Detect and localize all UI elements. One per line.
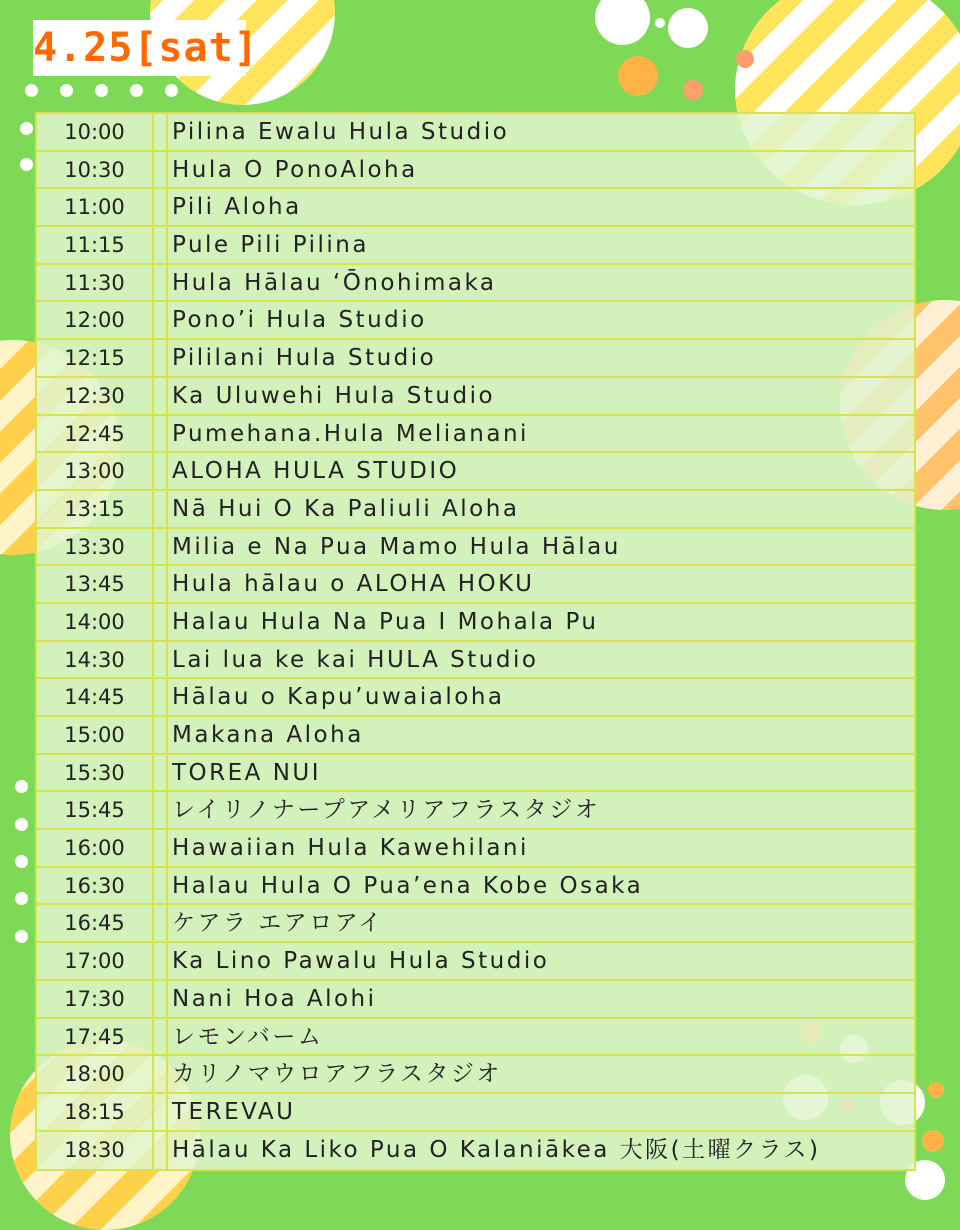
schedule-time: 12:45 [37,416,154,452]
schedule-time: 18:30 [37,1132,154,1170]
schedule-row [37,868,914,906]
column-divider [154,792,168,828]
dot [25,84,38,97]
schedule-row [37,943,914,981]
schedule-performer: Hawaiian Hula Kawehilani [172,835,529,862]
schedule-performer: ケアラ エアロアイ [172,910,384,937]
schedule-row [37,152,914,190]
column-divider [154,642,168,678]
column-divider [154,830,168,866]
schedule-performer: Hula Hālau ʻŌnohimaka [172,269,497,296]
column-divider [154,905,168,941]
column-divider [154,416,168,452]
dot [95,84,108,97]
schedule-performer: Pililani Hula Studio [172,345,437,372]
schedule-time: 11:15 [37,227,154,263]
schedule-time: 10:00 [37,114,154,150]
schedule-performer: Hula hālau o ALOHA HOKU [172,571,535,598]
schedule-time: 16:00 [37,830,154,866]
schedule-performer: Milia e Na Pua Mamo Hula Hālau [172,533,621,560]
schedule-performer: Ka Lino Pawalu Hula Studio [172,948,550,975]
schedule-time: 18:15 [37,1094,154,1130]
schedule-row [37,717,914,755]
column-divider [154,943,168,979]
schedule-performer: レイリノナープアメリアフラスタジオ [172,797,601,824]
schedule-time: 15:45 [37,792,154,828]
schedule-row [37,1132,914,1170]
date-label: 4.25[sat] [33,20,246,76]
schedule-performer: Nā Hui O Ka Paliuli Aloha [172,495,520,522]
schedule-row [37,1019,914,1057]
dot [15,818,28,831]
schedule-time: 16:30 [37,868,154,904]
schedule-row [37,227,914,265]
schedule-row [37,114,914,152]
schedule-time: 11:00 [37,189,154,225]
schedule-performer: Hula O PonoAloha [172,156,418,183]
dot [20,158,33,171]
bubble [655,18,665,28]
column-divider [154,152,168,188]
schedule-table [35,112,916,1171]
column-divider [154,302,168,338]
column-divider [154,1056,168,1092]
column-divider [154,1094,168,1130]
column-divider [154,227,168,263]
column-divider [154,566,168,602]
schedule-time: 13:00 [37,453,154,489]
schedule-performer: TOREA NUI [172,759,322,786]
column-divider [154,868,168,904]
column-divider [154,378,168,414]
schedule-time: 11:30 [37,265,154,301]
bubble [683,80,703,100]
schedule-row [37,529,914,567]
schedule-row [37,378,914,416]
schedule-performer: レモンバーム [172,1023,324,1050]
schedule-performer: TEREVAU [172,1098,296,1125]
bubble [736,50,754,68]
column-divider [154,1132,168,1170]
schedule-performer: Ka Uluwehi Hula Studio [172,382,496,409]
column-divider [154,340,168,376]
schedule-row [37,1056,914,1094]
schedule-row [37,491,914,529]
column-divider [154,717,168,753]
column-divider [154,265,168,301]
column-divider [154,604,168,640]
schedule-row [37,755,914,793]
schedule-time: 13:45 [37,566,154,602]
schedule-row [37,416,914,454]
schedule-performer: Hālau o Kapu’uwaialoha [172,684,505,711]
dot [15,780,28,793]
schedule-row [37,604,914,642]
schedule-time: 12:00 [37,302,154,338]
column-divider [154,189,168,225]
schedule-performer: Makana Aloha [172,722,364,748]
column-divider [154,491,168,527]
schedule-time: 16:45 [37,905,154,941]
schedule-time: 15:30 [37,755,154,791]
dot [15,892,28,905]
schedule-row [37,830,914,868]
bubble [668,8,708,48]
schedule-row [37,453,914,491]
schedule-time: 14:30 [37,642,154,678]
dot [165,84,178,97]
schedule-row [37,679,914,717]
schedule-row [37,265,914,303]
schedule-time: 17:00 [37,943,154,979]
schedule-time: 17:30 [37,981,154,1017]
schedule-performer: Halau Hula O Pua’ena Kobe Osaka [172,872,644,899]
schedule-row [37,340,914,378]
schedule-row [37,1094,914,1132]
schedule-row [37,189,914,227]
schedule-row [37,566,914,604]
schedule-time: 14:45 [37,679,154,715]
schedule-time: 18:00 [37,1056,154,1092]
schedule-performer: Hālau Ka Liko Pua O Kalaniākea 大阪(土曜クラス) [172,1136,821,1163]
column-divider [154,981,168,1017]
schedule-row [37,642,914,680]
schedule-performer: Pule Pili Pilina [172,232,369,259]
schedule-time: 15:00 [37,717,154,753]
dot [60,84,73,97]
schedule-time: 13:30 [37,529,154,565]
schedule-performer: カリノマウロアフラスタジオ [172,1061,502,1088]
bubble [922,1130,944,1152]
schedule-time: 13:15 [37,491,154,527]
column-divider [154,1019,168,1055]
schedule-time: 10:30 [37,152,154,188]
bubble [618,56,658,96]
schedule-performer: Halau Hula Na Pua I Mohala Pu [172,608,599,635]
schedule-performer: Lai lua ke kai HULA Studio [172,646,539,673]
schedule-time: 12:15 [37,340,154,376]
schedule-row [37,792,914,830]
white-circle-top-right [595,0,650,45]
schedule-row [37,981,914,1019]
schedule-performer: Pili Aloha [172,194,302,221]
schedule-time: 17:45 [37,1019,154,1055]
column-divider [154,755,168,791]
schedule-performer: Nani Hoa Alohi [172,985,377,1012]
column-divider [154,529,168,565]
schedule-performer: ALOHA HULA STUDIO [172,458,460,485]
schedule-performer: Pilina Ewalu Hula Studio [172,119,510,145]
schedule-time: 12:30 [37,378,154,414]
dot [15,930,28,943]
column-divider [154,679,168,715]
dot [15,855,28,868]
schedule-row [37,302,914,340]
dot [20,122,33,135]
dot [130,84,143,97]
schedule-row [37,905,914,943]
column-divider [154,453,168,489]
schedule-time: 14:00 [37,604,154,640]
column-divider [154,114,168,150]
schedule-performer: Pumehana.Hula Melianani [172,420,529,447]
schedule-performer: Pono’i Hula Studio [172,307,427,334]
bubble [928,1082,944,1098]
